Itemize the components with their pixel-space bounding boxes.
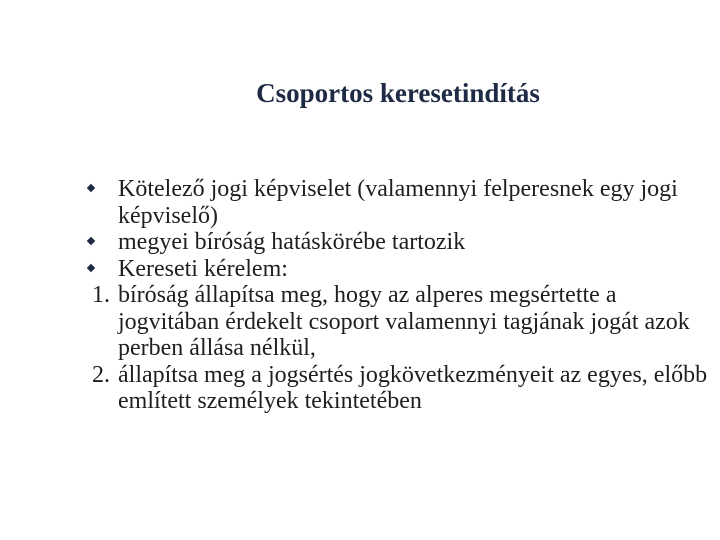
list-item-text: állapítsa meg a jogsértés jogkövetkezményeit az egyes, előbb említett személyek tekintetében [118,361,708,414]
list-item-text: Kötelező jogi képviselet (valamennyi felperesnek egy jogi képviselő) [118,176,678,229]
list-item [70,282,710,362]
list-item-text: megyei bíróság hatáskörébe tartozik [118,229,466,255]
list-item-text: Kereseti kérelem: [118,255,288,282]
list-item [70,229,710,256]
list-number: 1. [92,282,110,308]
list-item [70,362,710,415]
content-list [70,176,710,415]
list-item [70,176,710,229]
list-number: 2. [92,361,110,388]
list-item [70,256,710,283]
list-item-text: bíróság állapítsa meg, hogy az alperes megsértette a jogvitában érdekelt csoport valamennyi tagjának jogát azok perben állása nélkül, [118,282,690,361]
slide-title: Csoportos keresetindítás [256,78,540,108]
